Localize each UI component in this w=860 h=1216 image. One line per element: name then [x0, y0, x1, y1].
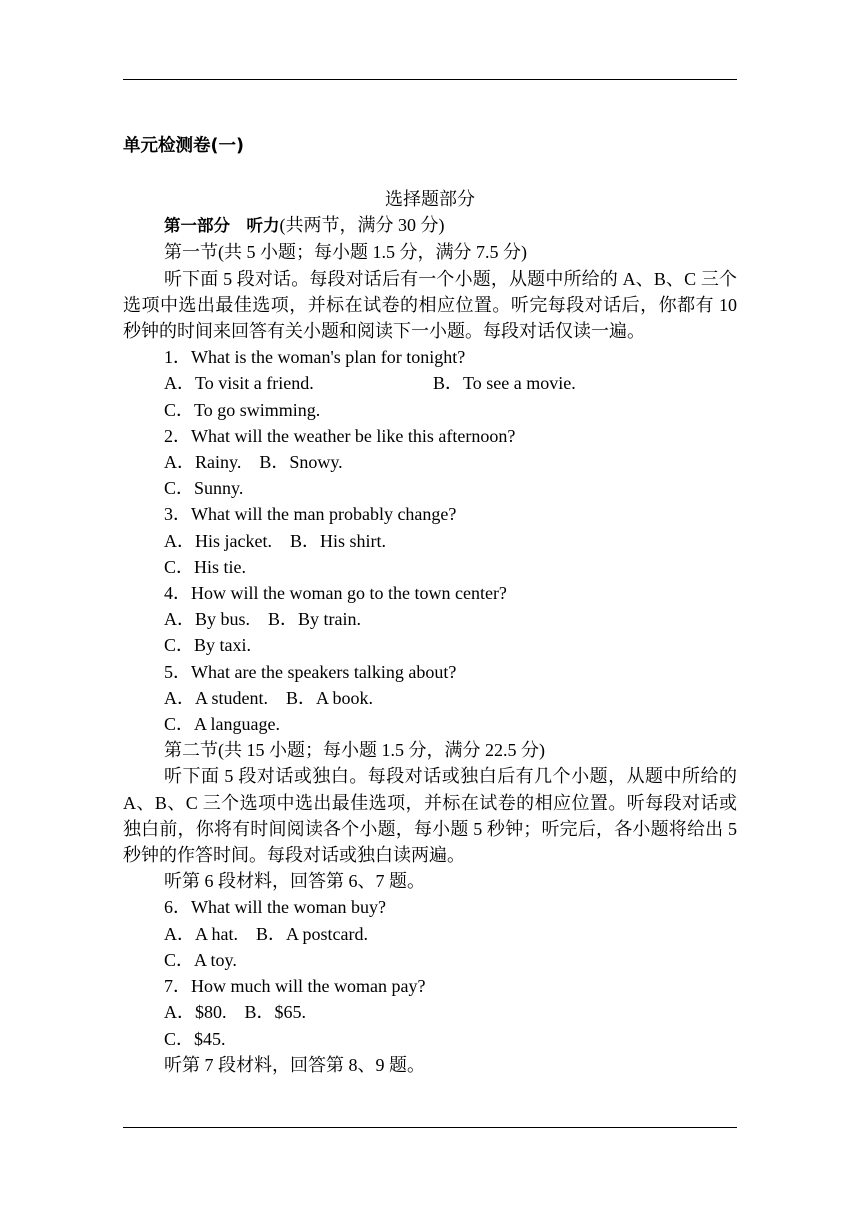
question-2-options-ab: A．Rainy. B．Snowy. [164, 452, 343, 473]
question-1-option-c: C．To go swimming. [164, 399, 321, 420]
material-7-note: 听第 7 段材料，回答第 8、9 题。 [164, 1054, 425, 1075]
question-6: 6．What will the woman buy? [164, 897, 386, 918]
material-6-note: 听第 6 段材料，回答第 6、7 题。 [164, 871, 425, 892]
section-title: 选择题部分 [385, 189, 475, 209]
part1-heading-rest: (共两节，满分 30 分) [279, 215, 445, 236]
section1-instructions: 听下面 5 段对话。每段对话后有一个小题，从题中所给的 A、B、C 三个选项中选出最佳选项，并标在试卷的相应位置。听完每段对话后，你都有 10 秒钟的时间来回答有关小题和阅读下一小题。每段对话仅读一遍。 [123, 268, 737, 342]
question-7: 7．How much will the woman pay? [164, 976, 426, 997]
question-6-options-ab: A．A hat. B．A postcard. [164, 923, 368, 944]
question-7-options-ab: A．$80. B．$65. [164, 1002, 307, 1023]
part1-heading-bold: 第一部分 听力 [164, 216, 280, 236]
question-4-options-ab: A．By bus. B．By train. [164, 609, 362, 630]
exam-content [123, 186, 737, 1078]
question-6-option-c: C．A toy. [164, 949, 237, 970]
question-2: 2．What will the weather be like this afternoon? [164, 425, 516, 446]
option-b: B．To see a movie. [433, 373, 576, 394]
question-2-option-c: C．Sunny. [164, 478, 244, 499]
part1-heading [123, 212, 737, 239]
question-5-option-c: C．A language. [164, 714, 280, 735]
question-3: 3．What will the man probably change? [164, 504, 457, 525]
question-3-options-ab: A．His jacket. B．His shirt. [164, 530, 386, 551]
question-1: 1．What is the woman's plan for tonight? [164, 347, 466, 368]
question-4: 4．How will the woman go to the town center? [164, 583, 507, 604]
option-a: A．To visit a friend. [164, 373, 314, 394]
question-5: 5．What are the speakers talking about? [164, 661, 457, 682]
section1-heading: 第一节(共 5 小题；每小题 1.5 分，满分 7.5 分) [164, 242, 527, 263]
section2-instructions: 听下面 5 段对话或独白。每段对话或独白后有几个小题，从题中所给的 A、B、C 三个选项中选出最佳选项，并标在试卷的相应位置。听每段对话或独白前，你将有时间阅读各个小题，每小题 5 秒钟；听完后，各小题将给出 5 秒钟的作答时间。每段对话或独白读两遍。 [123, 766, 737, 866]
question-1-options-ab [123, 370, 737, 396]
question-3-option-c: C．His tie. [164, 556, 247, 577]
question-7-option-c: C．$45. [164, 1028, 226, 1049]
question-5-options-ab: A．A student. B．A book. [164, 687, 374, 708]
section2-heading: 第二节(共 15 小题；每小题 1.5 分，满分 22.5 分) [164, 740, 545, 761]
question-4-option-c: C．By taxi. [164, 635, 252, 656]
footer-rule [123, 1127, 737, 1128]
header-rule [123, 79, 737, 80]
page-title: 单元检测卷(一) [123, 136, 244, 156]
